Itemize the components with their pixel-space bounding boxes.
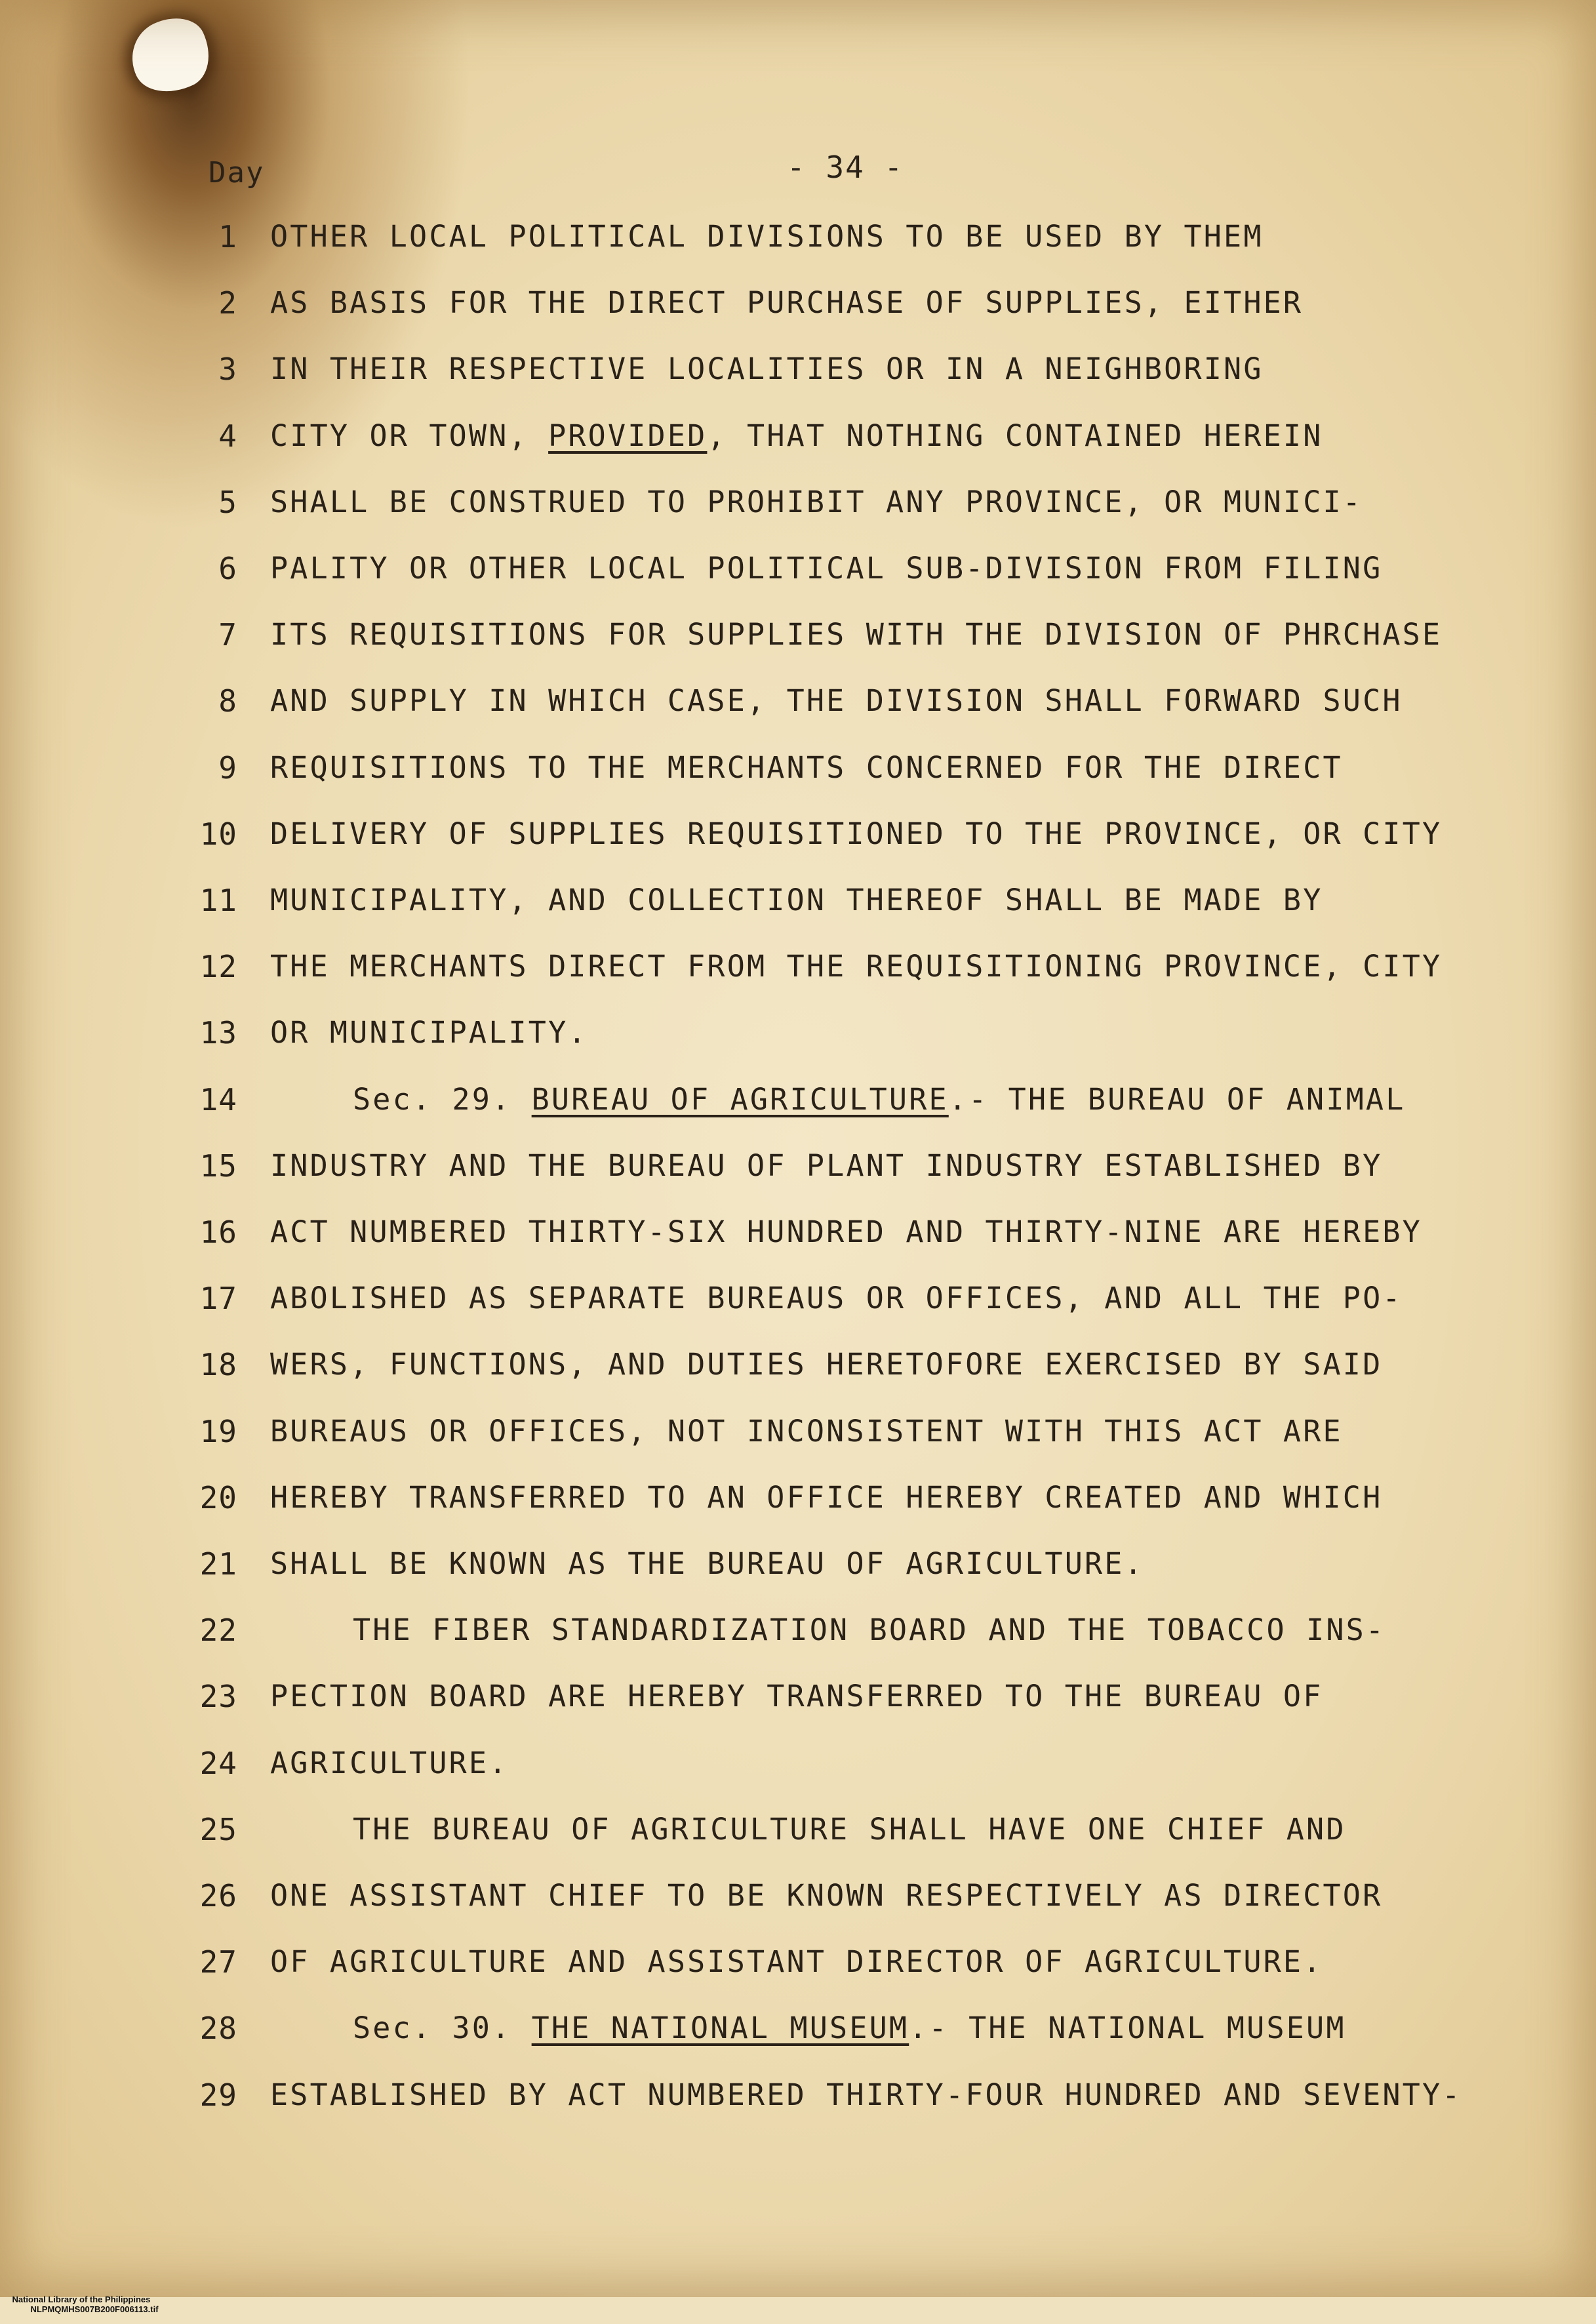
text-line [0,1214,1596,1254]
line-number: 6 [218,551,237,586]
text-line [0,1613,1596,1652]
line-text-post: , THAT NOTHING CONTAINED HEREIN [707,418,1323,453]
footer-library-name: National Library of the Philippines [12,2294,151,2304]
line-text: ITS REQUISITIONS FOR SUPPLIES WITH THE DIVISION OF PHRCHASE [270,617,1443,652]
line-text: THE FIBER STANDARDIZATION BOARD AND THE TOBACCO INS- [353,1613,1386,1647]
line-text: AND SUPPLY IN WHICH CASE, THE DIVISION SHALL FORWARD SUCH [270,683,1403,718]
line-text: AS BASIS FOR THE DIRECT PURCHASE OF SUPPLIES, EITHER [270,285,1304,320]
footer-file-id: NLPMQMHS007B200F006113.tif [30,2304,159,2314]
text-line [0,1944,1596,1984]
line-number: 15 [199,1148,237,1184]
scan-footer [3,2285,159,2324]
text-line [0,1546,1596,1586]
line-text: REQUISITIONS TO THE MERCHANTS CONCERNED FOR THE DIRECT [270,750,1343,785]
line-number: 12 [199,949,237,984]
line-number: 21 [199,1546,237,1582]
line-text [353,1082,1406,1117]
line-number: 1 [218,219,237,254]
line-text: SHALL BE CONSTRUED TO PROHIBIT ANY PROVINCE, OR MUNICI- [270,485,1363,519]
line-text: AGRICULTURE. [270,1746,509,1780]
line-text: PECTION BOARD ARE HEREBY TRANSFERRED TO THE BUREAU OF [270,1679,1323,1713]
line-text: ACT NUMBERED THIRTY-SIX HUNDRED AND THIRTY-NINE ARE HEREBY [270,1214,1422,1249]
line-number: 7 [218,617,237,652]
text-line [0,883,1596,922]
line-text: ONE ASSISTANT CHIEF TO BE KNOWN RESPECTIVELY AS DIRECTOR [270,1878,1383,1913]
underlined-heading: THE NATIONAL MUSEUM [531,2011,909,2045]
line-number: 22 [199,1613,237,1648]
header-day-label: Day [209,156,265,190]
line-number: 28 [199,2011,237,2046]
line-number: 10 [199,816,237,852]
line-number: 27 [199,1944,237,1980]
line-text-pre: Sec. 29. [353,1082,532,1117]
text-line [0,1679,1596,1718]
line-text: ESTABLISHED BY ACT NUMBERED THIRTY-FOUR HUNDRED AND SEVENTY- [270,2077,1462,2112]
underlined-heading: BUREAU OF AGRICULTURE [531,1082,949,1117]
line-number: 18 [199,1347,237,1382]
line-number: 25 [199,1812,237,1847]
line-number: 26 [199,1878,237,1913]
text-line [0,2011,1596,2050]
line-text: HEREBY TRANSFERRED TO AN OFFICE HEREBY CREATED AND WHICH [270,1480,1383,1515]
line-text: THE MERCHANTS DIRECT FROM THE REQUISITIONING PROVINCE, CITY [270,949,1443,984]
text-line [0,418,1596,458]
line-text: OR MUNICIPALITY. [270,1015,588,1050]
line-text-pre: Sec. 30. [353,2011,532,2045]
line-number: 24 [199,1746,237,1781]
line-number: 23 [199,1679,237,1714]
line-text: OF AGRICULTURE AND ASSISTANT DIRECTOR OF AGRICULTURE. [270,1944,1323,1979]
text-line [0,351,1596,391]
line-text-post: .- THE NATIONAL MUSEUM [909,2011,1346,2045]
line-number: 16 [199,1214,237,1250]
line-number: 2 [218,285,237,321]
text-line [0,1414,1596,1453]
text-line [0,1347,1596,1386]
text-line [0,551,1596,590]
line-number: 4 [218,418,237,454]
line-text [353,2011,1346,2045]
text-line [0,617,1596,656]
line-text: ABOLISHED AS SEPARATE BUREAUS OR OFFICES, AND ALL THE PO- [270,1281,1403,1315]
line-number: 19 [199,1414,237,1449]
text-line [0,816,1596,856]
text-line [0,485,1596,524]
text-line [0,1148,1596,1188]
line-text: DELIVERY OF SUPPLIES REQUISITIONED TO THE PROVINCE, OR CITY [270,816,1443,851]
line-text: BUREAUS OR OFFICES, NOT INCONSISTENT WITH THIS ACT ARE [270,1414,1343,1449]
text-line [0,1812,1596,1851]
line-number: 29 [199,2077,237,2113]
line-number: 3 [218,351,237,387]
line-number: 20 [199,1480,237,1515]
underlined-heading: PROVIDED [548,418,708,453]
text-line [0,219,1596,258]
page-number: - 34 - [787,150,904,185]
line-number: 14 [199,1082,237,1117]
text-line [0,1082,1596,1121]
line-text: SHALL BE KNOWN AS THE BUREAU OF AGRICULTURE. [270,1546,1144,1581]
text-line [0,683,1596,723]
text-line [0,1015,1596,1054]
line-number: 13 [199,1015,237,1051]
line-text: THE BUREAU OF AGRICULTURE SHALL HAVE ONE CHIEF AND [353,1812,1346,1847]
line-text-pre: CITY OR TOWN, [270,418,549,453]
text-line [0,1480,1596,1519]
line-number: 9 [218,750,237,786]
text-line [0,750,1596,790]
line-number: 8 [218,683,237,719]
line-text: OTHER LOCAL POLITICAL DIVISIONS TO BE USED BY THEM [270,219,1264,254]
line-text: MUNICIPALITY, AND COLLECTION THEREOF SHALL BE MADE BY [270,883,1323,917]
text-line [0,1878,1596,1917]
burn-hole-damage [119,7,221,105]
line-number: 5 [218,485,237,520]
line-text: IN THEIR RESPECTIVE LOCALITIES OR IN A NEIGHBORING [270,351,1264,386]
line-text: PALITY OR OTHER LOCAL POLITICAL SUB-DIVISION FROM FILING [270,551,1383,586]
text-line [0,1281,1596,1320]
text-line [0,285,1596,325]
text-line [0,1746,1596,1785]
text-line [0,2077,1596,2117]
line-number: 11 [199,883,237,918]
line-text: INDUSTRY AND THE BUREAU OF PLANT INDUSTRY ESTABLISHED BY [270,1148,1383,1183]
line-text-post: .- THE BUREAU OF ANIMAL [948,1082,1406,1117]
text-line [0,949,1596,988]
line-number: 17 [199,1281,237,1316]
line-text [270,418,1323,453]
line-text: WERS, FUNCTIONS, AND DUTIES HERETOFORE EXERCISED BY SAID [270,1347,1383,1382]
